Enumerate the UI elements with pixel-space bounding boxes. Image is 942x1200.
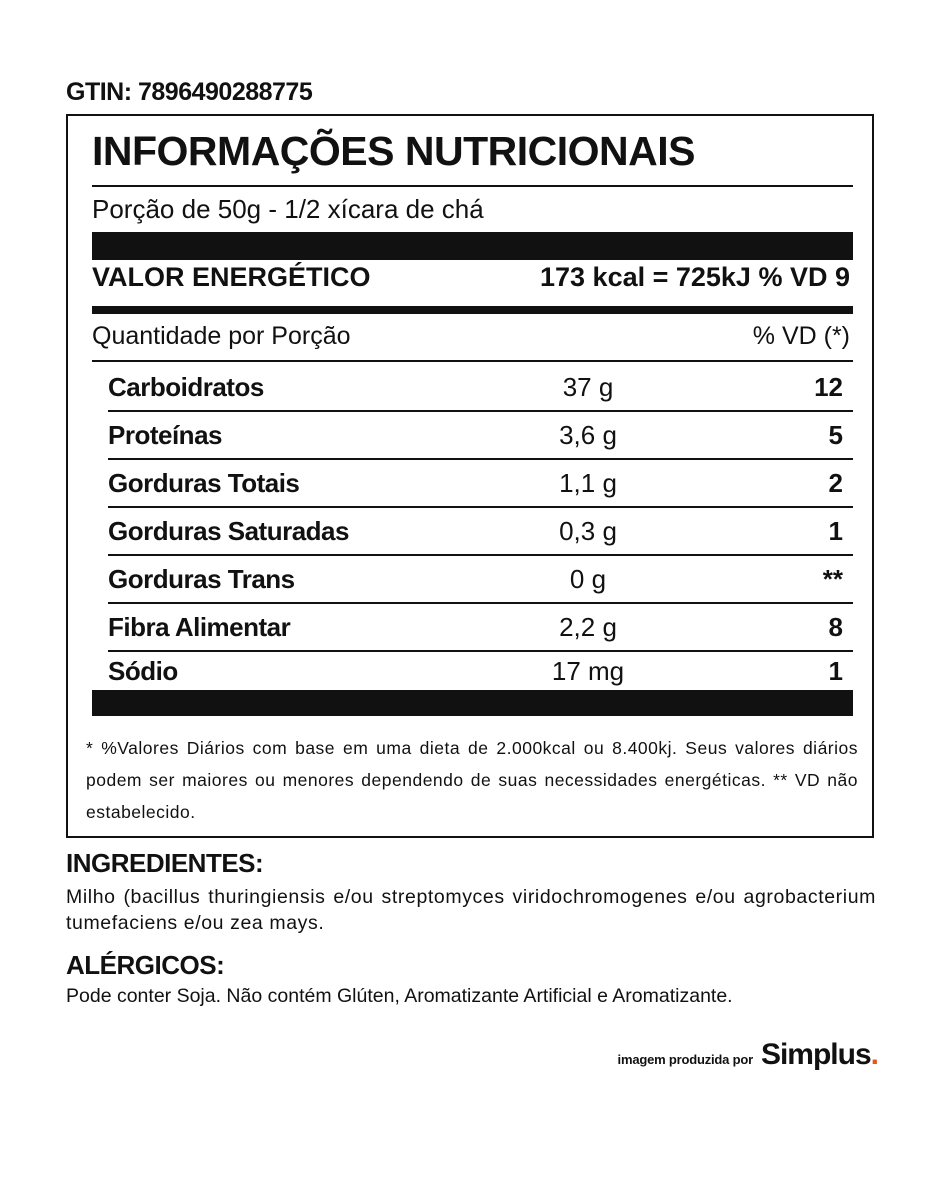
nutrient-vd: 12 [814,372,843,402]
energy-value: 173 kcal = 725kJ % VD 9 [540,262,850,292]
daily-value-header: % VD (*) [752,322,850,350]
allergens-title: ALÉRGICOS: [66,950,225,980]
nutrient-vd: 1 [828,656,843,686]
nutrient-row-sodio [108,648,853,694]
simplus-logo [761,1038,878,1072]
nutrient-row-gorduras-saturadas [108,508,853,554]
panel-title: INFORMAÇÕES NUTRICIONAIS [92,128,695,174]
credit-caption: imagem produzida por [617,1052,753,1067]
nutrient-amount: 17 mg [551,656,625,686]
serving-size: Porção de 50g - 1/2 xícara de chá [92,194,484,224]
nutrient-name: Carboidratos [108,372,264,402]
nutrient-vd: 2 [828,468,843,498]
nutrient-amount: 3,6 g [559,420,617,450]
ingredients-title: INGREDIENTES: [66,848,264,878]
header-divider [92,360,853,362]
energy-label: VALOR ENERGÉTICO [92,262,371,292]
thick-bar-bottom [92,690,853,716]
nutrient-row-gorduras-trans [108,556,853,602]
brand-dot: . [870,1038,878,1071]
nutrient-row-carboidratos [108,364,853,410]
allergens-text: Pode conter Soja. Não contém Glúten, Aromatizante Artificial e Aromatizante. [66,985,733,1007]
title-divider [92,185,853,187]
thick-bar-top [92,232,853,260]
nutrition-facts-panel [66,114,874,838]
quantity-per-serving-label: Quantidade por Porção [92,322,351,350]
nutrient-vd: 5 [828,420,843,450]
nutrient-name: Gorduras Saturadas [108,516,349,546]
gtin-code: GTIN: 7896490288775 [66,78,313,106]
nutrient-amount: 0 g [569,564,607,594]
nutrient-row-gorduras-totais [108,460,853,506]
nutrient-row-proteinas [108,412,853,458]
nutrient-name: Sódio [108,656,178,686]
nutrient-row-fibra-alimentar [108,604,853,650]
nutrient-name: Fibra Alimentar [108,612,291,642]
nutrient-name: Gorduras Totais [108,468,300,498]
image-credit [618,1038,878,1072]
energy-divider [92,306,853,314]
daily-values-footnote: * %Valores Diários com base em uma dieta de 2.000kcal ou 8.400kj. Seus valores diários podem ser maiores ou menores dependendo de suas necessidades energéticas. ** VD não estabelecido. [86,738,858,822]
nutrient-name: Gorduras Trans [108,564,295,594]
nutrient-name: Proteínas [108,420,222,450]
nutrient-vd: 8 [828,612,843,642]
nutrient-amount: 1,1 g [559,468,617,498]
nutrient-vd: 1 [828,516,843,546]
brand-name: Simplus [760,1038,871,1071]
nutrient-amount: 2,2 g [559,612,617,642]
nutrient-vd: ** [822,564,843,594]
nutrient-amount: 37 g [562,372,614,402]
ingredients-text: Milho (bacillus thuringiensis e/ou streptomyces viridochromogenes e/ou agrobacterium tumefaciens e/ou zea mays. [66,886,876,934]
nutrient-amount: 0,3 g [559,516,617,546]
